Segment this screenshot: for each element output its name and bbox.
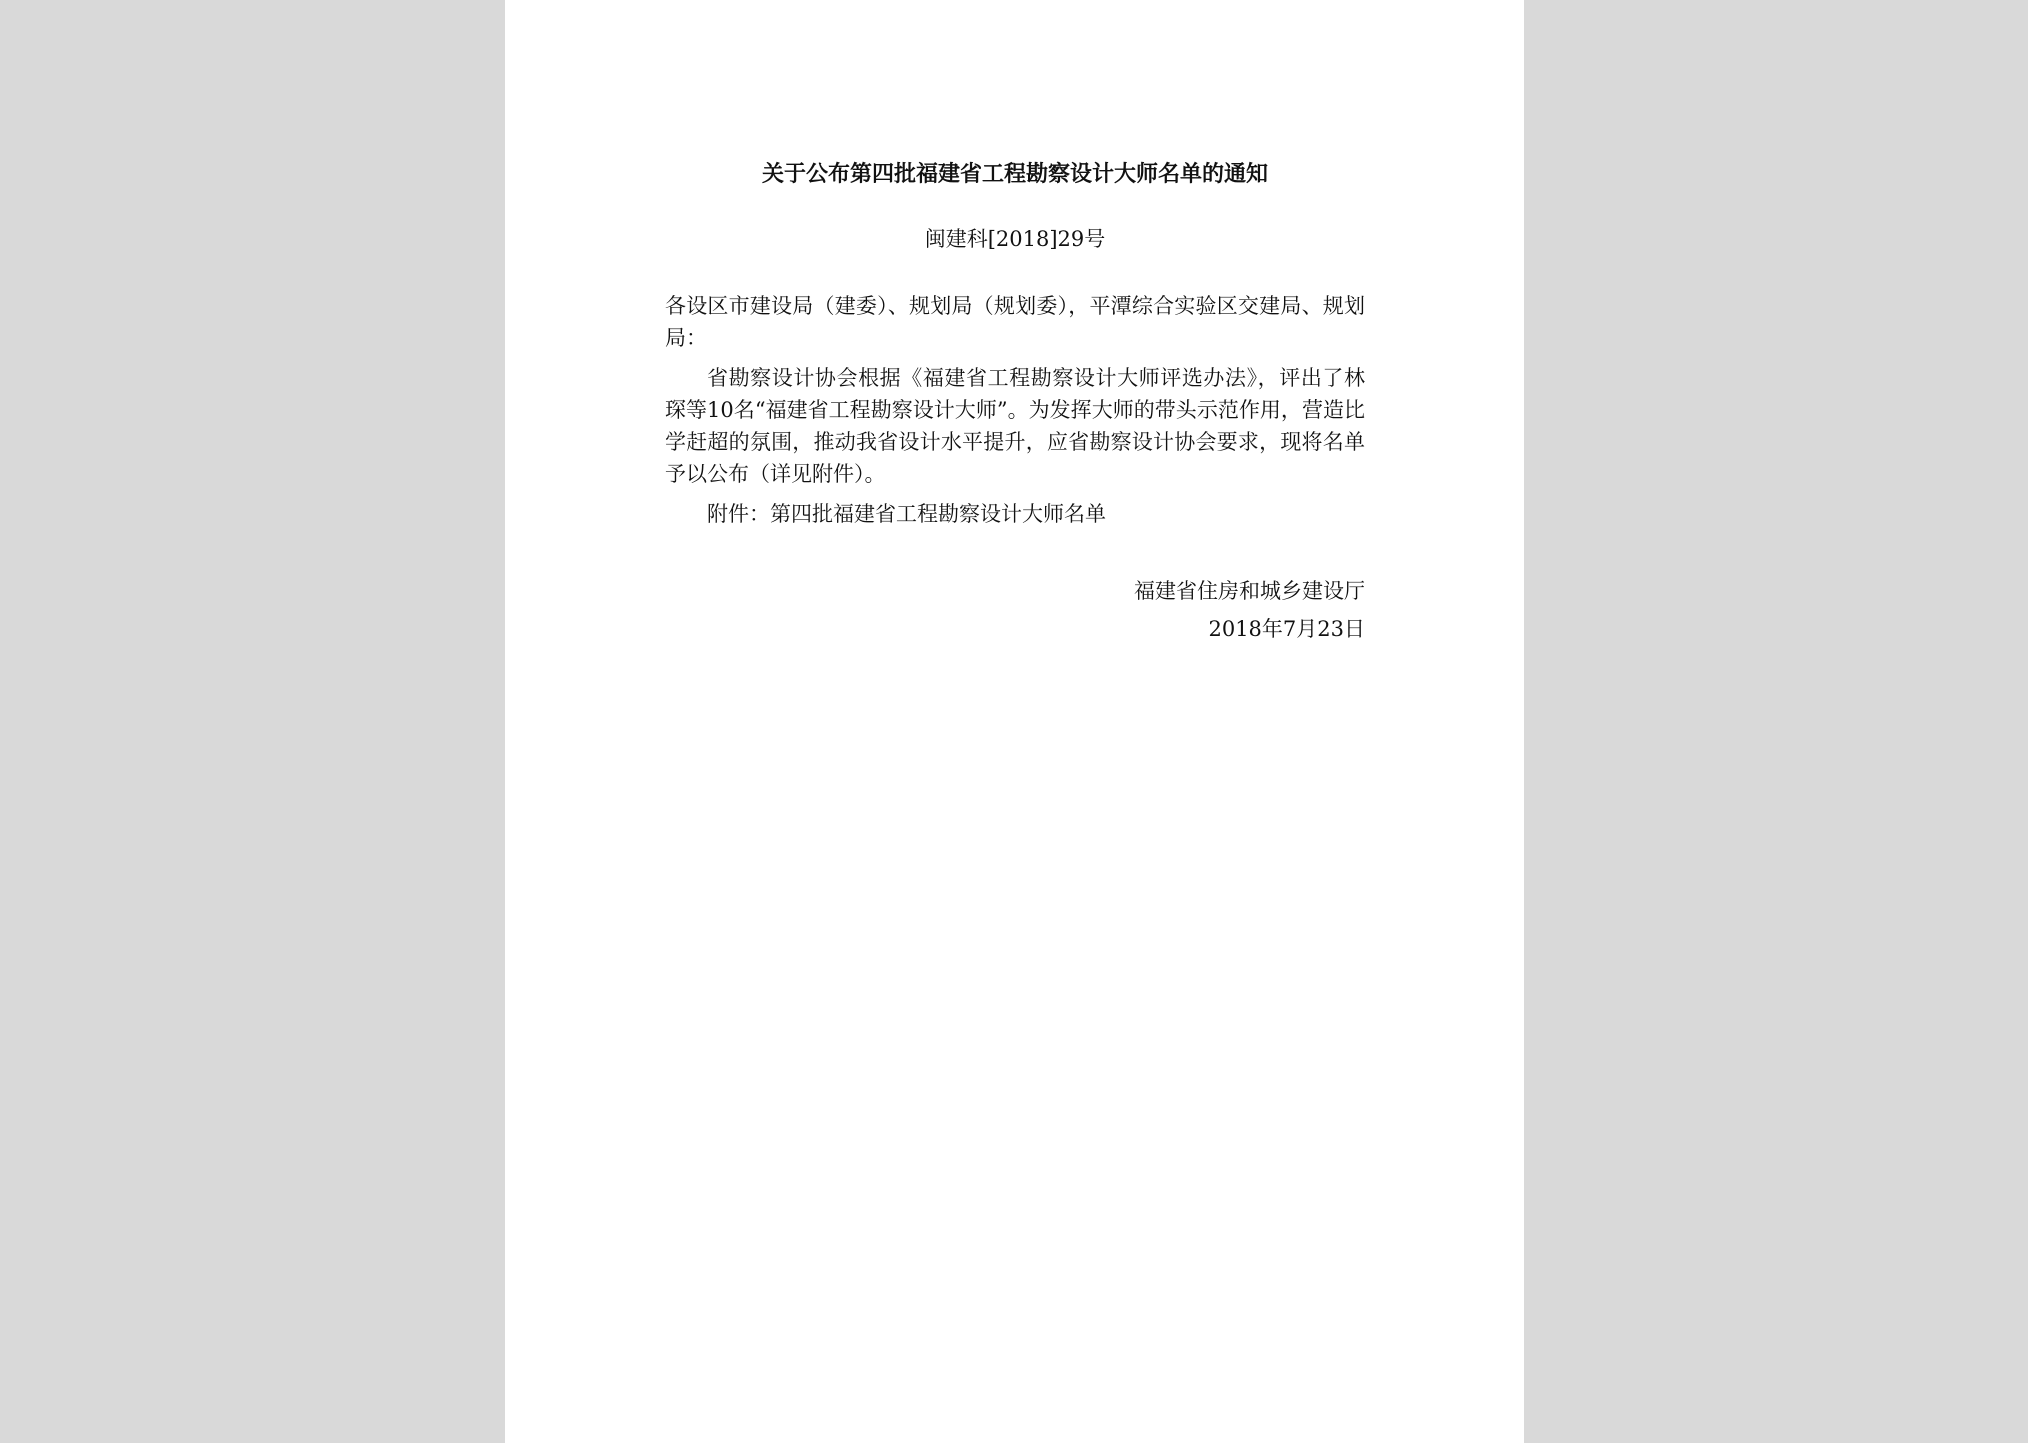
issue-date: 2018年7月23日 [1208,617,1365,641]
document-page [505,0,1524,1443]
document-title: 关于公布第四批福建省工程勘察设计大师名单的通知 [761,161,1268,187]
attachment-line: 附件：第四批福建省工程勘察设计大师名单 [707,502,1106,526]
addressee-line: 各设区市建设局（建委）、规划局（规划委），平潭综合实验区交建局、规划局： [665,294,1365,350]
document-body [665,290,1365,538]
signature-block [1134,572,1365,648]
document-number: 闽建科[2018]29号 [924,227,1106,251]
issuer-name: 福建省住房和城乡建设厅 [1134,579,1365,603]
main-paragraph: 省勘察设计协会根据《福建省工程勘察设计大师评选办法》，评出了林琛等10名“福建省工程勘察设计大师”。为发挥大师的带头示范作用，营造比学赶超的氛围，推动我省设计水平提升，应省勘察设计协会要求，现将名单予以公布（详见附件）。 [665,366,1365,486]
